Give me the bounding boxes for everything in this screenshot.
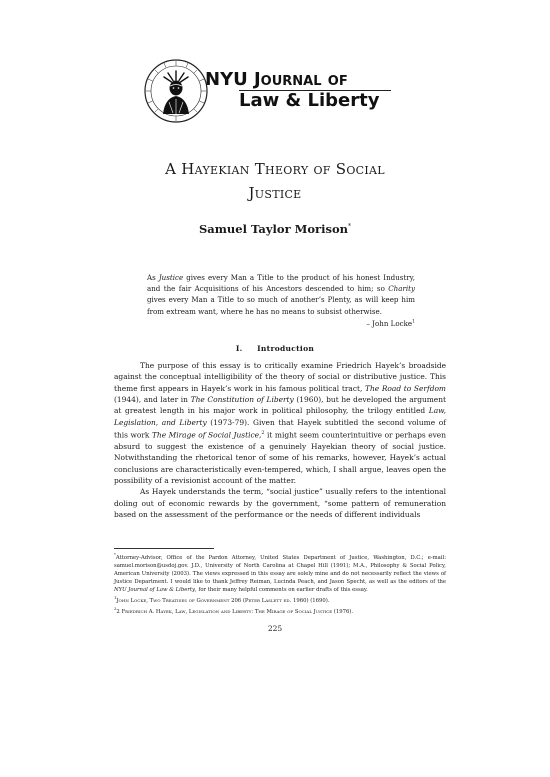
body-text-run: (1944), and later in: [114, 395, 191, 405]
author-name: Samuel Taylor Morison: [198, 222, 348, 236]
author-footnote-mark: *: [348, 223, 351, 231]
book-title: The Mirage of Social Justice: [151, 430, 260, 440]
journal-name: [205, 70, 391, 110]
footnote-text: , for their many helpful comments on earlier drafts of this essay.: [195, 587, 368, 594]
book-title: The Road to Serfdom: [365, 383, 446, 393]
epigraph-text: As: [147, 273, 159, 282]
footnote-mark: *: [114, 552, 116, 557]
footnote-2: [114, 605, 446, 616]
journal-name-line2: Law & Liberty: [239, 90, 380, 111]
footnote-text: Attorney-Advisor, Office of the Pardon Attorney, United States Department of Justice, Washington, D.C.; e-mail: samuel.morison@usdoj.gov. J.D., University of North Carolina at Chapel Hill (1991); M.A., Philosophy & Social Policy, American University (2003). The views expressed in this essay are solely mine and do not necessarily reflect the views of Justice Department. I would like to thank Jeffrey Reiman, Lucinda Peach, and Jason Specht, as well as the editors of the: [114, 554, 446, 586]
statue-of-liberty-seal-icon: [143, 58, 209, 124]
body-paragraph: As Hayek understands the term, “social justice” usually refers to the intentional doling out of economic rewards by the government, “some pattern of remuneration based on the assessment of the performance or the needs of different individuals: [114, 487, 446, 519]
epigraph: [147, 272, 415, 317]
epigraph-footnote-mark: 1: [412, 319, 415, 325]
article-title: [60, 157, 490, 205]
section-heading: I. Introduction: [235, 344, 315, 353]
epigraph-author: – John Locke: [366, 319, 413, 328]
footnote-mark: 1: [114, 595, 117, 601]
footnote-text: John Locke, Two Treatises of Government 206 (Peter Laslett ed. 1960) (1690).: [116, 598, 330, 604]
footnote-1: [114, 594, 446, 605]
footnote-text: 2 Friedrich A. Hayek, Law, Legislation and Liberty: The Mirage of Social Justice (1976).: [116, 608, 354, 615]
body-text-run: The purpose of this essay is to critically examine Friedrich Hayek’s broadside against the conceptual intelligibility of the theory of social or distributive justice. This theme first appears in Hayek’s work in his famous political tract,: [114, 361, 446, 393]
body-text-run: it might seem counterintuitive or perhaps even absurd to suggest the existence of a genuinely Hayekian theory of social justice. Notwithstanding the rhetorical tenor of some of his remarks, however, Hayek’s actual conclusions are characteristically even-tempered, which, I shall argue, leaves open the possibility of a revisionist account of the matter.: [114, 430, 446, 485]
footnotes: [114, 551, 446, 616]
epigraph-text: gives every Man a Title to so much of another’s Plenty, as will keep him from extream want, where he has no means to subsist otherwise.: [147, 295, 415, 316]
epigraph-attribution: [147, 319, 415, 328]
article-author: [60, 222, 490, 236]
footnote-divider: [114, 548, 214, 549]
epigraph-italic-justice: Justice: [158, 273, 184, 282]
book-title: The Constitution of Liberty: [190, 395, 294, 405]
article-title-line1: A Hayekian Theory of Social: [165, 160, 385, 178]
page-number: 225: [267, 624, 283, 633]
footnote-star: [114, 551, 446, 594]
journal-masthead: [143, 58, 413, 126]
journal-name-line1: NYU Journal of: [205, 69, 348, 90]
footnote-mark: 2: [114, 606, 117, 612]
epigraph-italic-charity: Charity: [388, 284, 415, 294]
article-body: [114, 360, 446, 520]
footnote-italic: NYU Journal of Law & Liberty: [114, 587, 195, 594]
body-paragraph: The purpose of this essay is to critically examine Friedrich Hayek’s broadside against the conceptual intelligibility of the theory of social or distributive justice. This theme first appears in Hayek’s work in his famous political tract, The Road to Serfdom (1944), and later in The Constitution of Liberty (1960), but he developed the argument at greatest length in his major work in political philosophy, the trilogy entitled Law, Legislation, and Liberty (1973-79). Given that Hayek subtitled the second volume of this work The Mirage of Social Justice,$^2$ it might seem counterintuitive or perhaps even absurd to suggest the existence of a genuinely Hayekian theory of social justice. Notwithstanding the rhetorical tenor of some of his remarks, however, Hayek’s actual conclusions are characteristically even-tempered, which, I shall argue, leaves open the possibility of a revisionist account of the matter.: [114, 361, 446, 485]
body-text-run: (1973-79). Given that Hayek subtitled the second volume of this work: [114, 417, 446, 440]
article-title-line2: Justice: [248, 184, 302, 202]
epigraph-text: gives every Man a Title to the product of his honest Industry, and the fair Acquisitions of his Ancestors descended to him; so: [147, 273, 415, 294]
book-title: Law, Legislation, and Liberty: [114, 406, 446, 427]
body-text-run: (1960), but he developed the argument at greatest length in his major work in political philosophy, the trilogy entitled: [114, 395, 446, 416]
footnote-mark: 2: [261, 431, 265, 437]
